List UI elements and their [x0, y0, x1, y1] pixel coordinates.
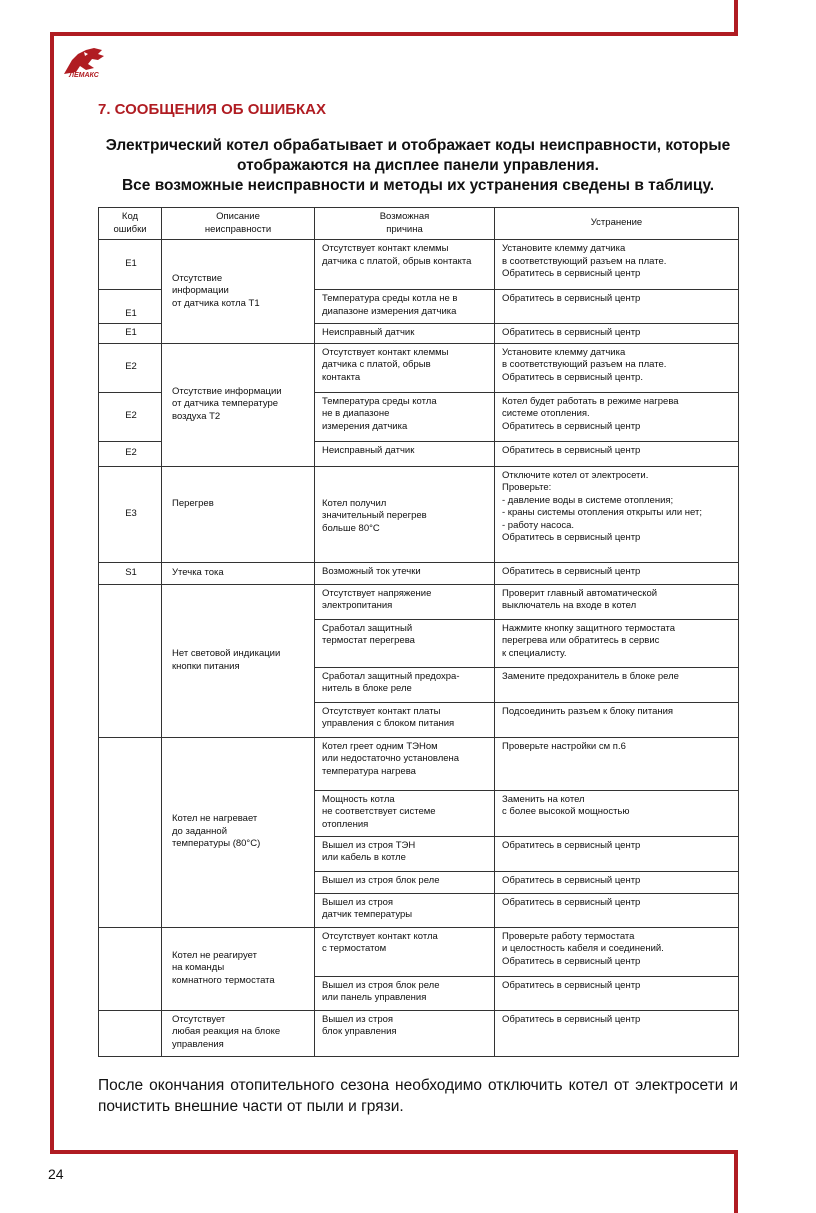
cell-fix: Обратитесь в сервисный центр: [495, 893, 739, 927]
cell-cause: Вышел из строя блок реле: [315, 871, 495, 893]
header-cause: Возможная причина: [315, 208, 495, 240]
cell-fix: Замените предохранитель в блоке реле: [495, 667, 739, 702]
cell-code: E2: [99, 343, 162, 392]
cell-fix: Проверьте работу термостата и целостность кабеля и соединений. Обратитесь в сервисный центр: [495, 927, 739, 976]
cell-code: [99, 737, 162, 927]
table-row: [99, 240, 739, 290]
cell-desc: Нет световой индикации кнопки питания: [162, 584, 315, 737]
section-title: 7. СООБЩЕНИЯ ОБ ОШИБКАХ: [98, 101, 327, 118]
cell-fix: Установите клемму датчика в соответствующий разъем на плате. Обратитесь в сервисный центр: [495, 240, 739, 290]
cell-cause: Температура среды котла не в диапазоне измерения датчика: [315, 290, 495, 324]
cell-fix: Обратитесь в сервисный центр: [495, 562, 739, 584]
cell-cause: Вышел из строя ТЭН или кабель в котле: [315, 836, 495, 871]
cell-fix: Подсоединить разъем к блоку питания: [495, 702, 739, 737]
cell-fix: Установите клемму датчика в соответствующий разъем на плате. Обратитесь в сервисный центр.: [495, 343, 739, 392]
cell-code: [99, 1010, 162, 1056]
cell-cause: Отсутствует контакт клеммы датчика с платой, обрыв контакта: [315, 343, 495, 392]
cell-fix: Заменить на котел с более высокой мощностью: [495, 790, 739, 836]
cell-code: E1: [99, 240, 162, 290]
cell-fix: Обратитесь в сервисный центр: [495, 290, 739, 324]
table-header-row: [99, 208, 739, 240]
table-row: [99, 737, 739, 790]
page-frame-top: [50, 32, 738, 36]
cell-desc: Котел не нагревает до заданной температуры (80°С): [162, 737, 315, 927]
cell-cause: Котел получил значительный перегрев больше 80°С: [315, 466, 495, 562]
cell-cause: Котел греет одним ТЭНом или недостаточно установлена температура нагрева: [315, 737, 495, 790]
cell-cause: Отсутствует напряжение электропитания: [315, 584, 495, 619]
table-row: [99, 562, 739, 584]
header-code: Код ошибки: [99, 208, 162, 240]
table-row: [99, 466, 739, 562]
cell-fix: Нажмите кнопку защитного термостата перегрева или обратитесь в сервис к специалисту.: [495, 619, 739, 667]
cell-cause: Вышел из строя датчик температуры: [315, 893, 495, 927]
header-fix: Устранение: [495, 208, 739, 240]
page-frame-bottom: [50, 1150, 738, 1154]
cell-desc: Отсутствие информации от датчика котла Т1: [162, 240, 315, 344]
table-row: [99, 1010, 739, 1056]
cell-cause: Отсутствует контакт клеммы датчика с платой, обрыв контакта: [315, 240, 495, 290]
brand-logo-text: ЛЕМАКС: [69, 72, 99, 79]
cell-desc: Отсутствует любая реакция на блоке управления: [162, 1010, 315, 1056]
cell-fix: Обратитесь в сервисный центр: [495, 871, 739, 893]
cell-cause: Отсутствует контакт котла с термостатом: [315, 927, 495, 976]
cell-desc: Утечка тока: [162, 562, 315, 584]
cell-code: E1: [99, 290, 162, 324]
table-row: [99, 584, 739, 619]
cell-code: S1: [99, 562, 162, 584]
page-frame-bottom-right: [734, 1150, 738, 1213]
intro-line: отображаются на дисплее панели управления.: [237, 157, 599, 174]
page-number: 24: [48, 1166, 64, 1182]
cell-cause: Неисправный датчик: [315, 324, 495, 344]
cell-cause: Вышел из строя блок реле или панель управления: [315, 976, 495, 1010]
cell-cause: Сработал защитный термостат перегрева: [315, 619, 495, 667]
table-row: [99, 927, 739, 976]
cell-fix: Обратитесь в сервисный центр: [495, 1010, 739, 1056]
closing-note: После окончания отопительного сезона необходимо отключить котел от электросети и почистить внешние части от пыли и грязи.: [98, 1077, 738, 1115]
cell-cause: Сработал защитный предохра- нитель в блоке реле: [315, 667, 495, 702]
cell-desc: Перегрев: [162, 466, 315, 562]
table-row: [99, 343, 739, 392]
page-frame-top-right: [734, 0, 738, 36]
cell-fix: Отключите котел от электросети. Проверьте: - давление воды в системе отопления; - краны системы отопления открыты или нет; - работу насоса. Обратитесь в сервисный центр: [495, 466, 739, 562]
cell-cause: Возможный ток утечки: [315, 562, 495, 584]
cell-code: [99, 584, 162, 737]
intro-text: [98, 136, 738, 196]
cell-code: E1: [99, 324, 162, 344]
cell-fix: Обратитесь в сервисный центр: [495, 441, 739, 466]
cell-fix: Обратитесь в сервисный центр: [495, 836, 739, 871]
cell-fix: Котел будет работать в режиме нагрева системе отопления. Обратитесь в сервисный центр: [495, 392, 739, 441]
cell-fix: Обратитесь в сервисный центр: [495, 976, 739, 1010]
cell-cause: Отсутствует контакт платы управления с блоком питания: [315, 702, 495, 737]
cell-code: E3: [99, 466, 162, 562]
page-frame-left: [50, 32, 54, 1154]
intro-line: Электрический котел обрабатывает и отображает коды неисправности, которые: [105, 137, 731, 154]
cell-cause: Неисправный датчик: [315, 441, 495, 466]
cell-fix: Проверит главный автоматической выключатель на входе в котел: [495, 584, 739, 619]
cell-cause: Температура среды котла не в диапазоне измерения датчика: [315, 392, 495, 441]
cell-desc: Отсутствие информации от датчика температуре воздуха Т2: [162, 343, 315, 466]
error-table: [98, 207, 739, 1057]
cell-desc: Котел не реагирует на команды комнатного термостата: [162, 927, 315, 1010]
intro-line: Все возможные неисправности и методы их устранения сведены в таблицу.: [121, 177, 715, 194]
header-desc: Описание неисправности: [162, 208, 315, 240]
cell-code: E2: [99, 441, 162, 466]
cell-code: [99, 927, 162, 1010]
cell-fix: Обратитесь в сервисный центр: [495, 324, 739, 344]
cell-fix: Проверьте настройки см п.6: [495, 737, 739, 790]
cell-cause: Мощность котла не соответствует системе отопления: [315, 790, 495, 836]
cell-cause: Вышел из строя блок управления: [315, 1010, 495, 1056]
cell-code: E2: [99, 392, 162, 441]
